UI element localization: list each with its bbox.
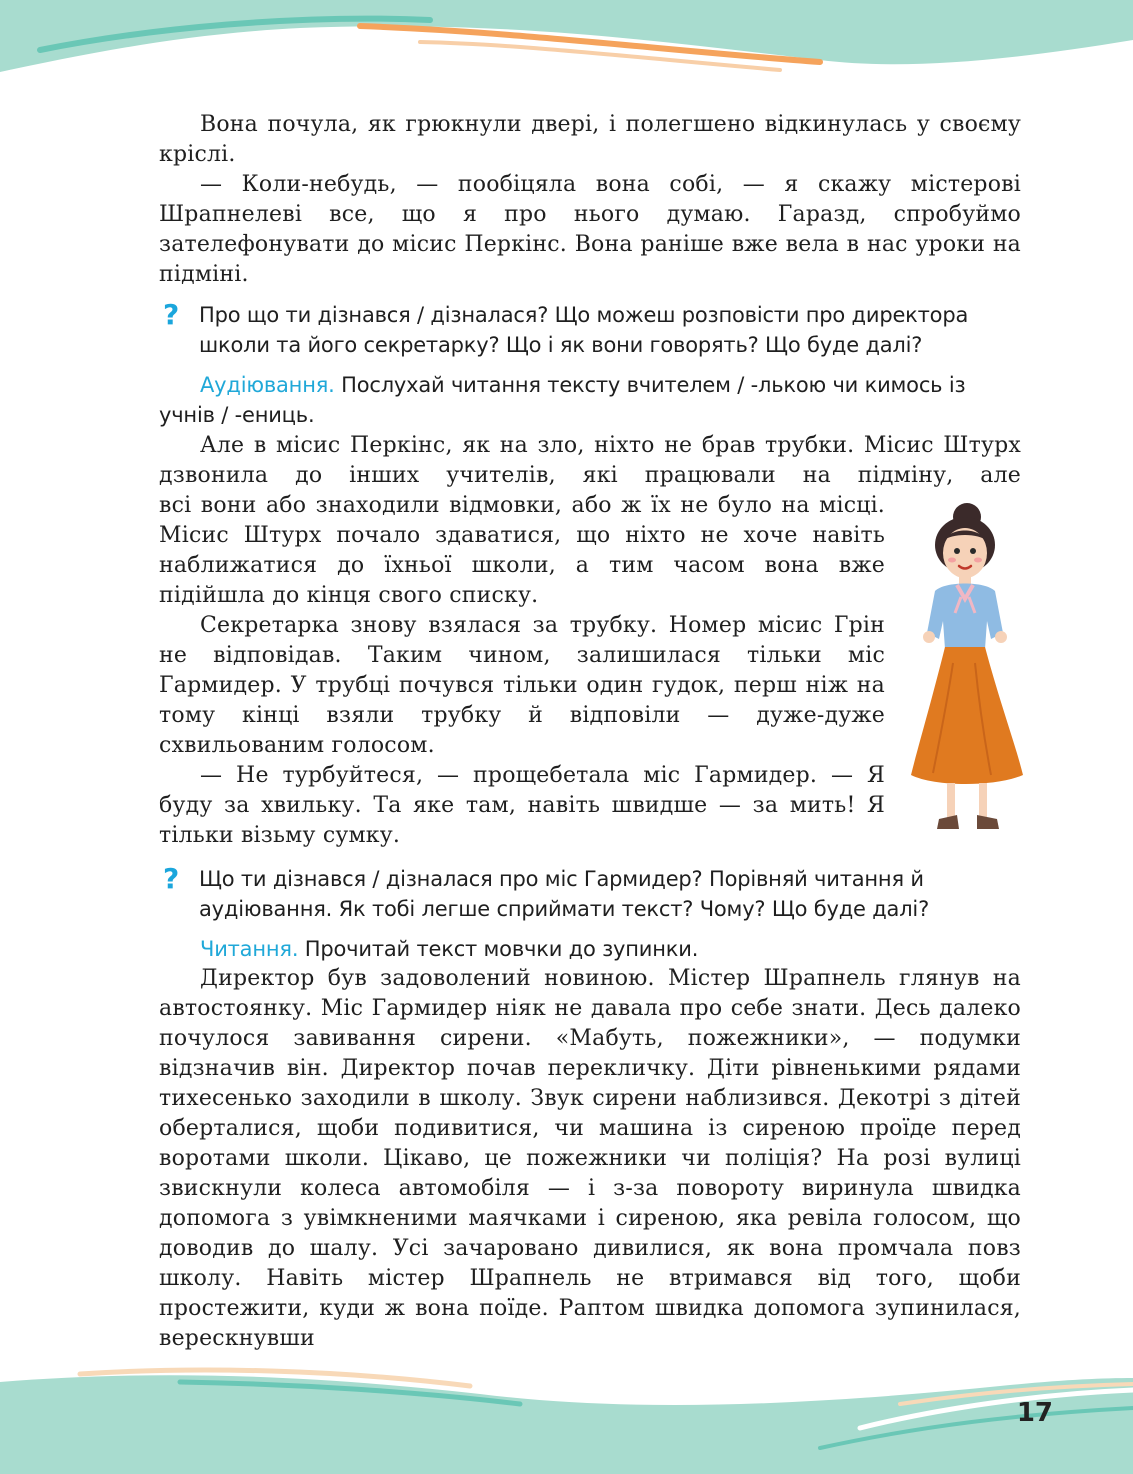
page-number: 17 [1016, 1398, 1053, 1428]
question-block [159, 864, 1021, 924]
question-mark-icon: ? [163, 862, 180, 895]
paragraph: Але в місис Перкінс, як на зло, ніхто не брав трубки. Місис Штурх дзвонила до інших учителів, які працювали на підміну, але [159, 433, 1021, 488]
bottom-decorative-wave [0, 1364, 1133, 1474]
reading-task [159, 934, 1021, 964]
paragraph: Вона почула, як грюкнули двері, і полегшено відкинулась у своєму кріслі. [159, 112, 1021, 167]
task-label: Читання. [200, 937, 299, 961]
question-mark-icon: ? [163, 298, 180, 331]
text-block-middle [159, 431, 1021, 491]
woman-illustration [905, 503, 1035, 839]
listening-task [159, 370, 1021, 430]
task-instruction [159, 934, 1021, 964]
paragraph: Директор був задоволений новиною. Містер Шрапнель глянув на автостоянку. Міс Гармидер ніяк не давала про себе знати. Десь далеко почулося завивання сирени. «Мабуть, пожежники», — подумки відзначив він. Директор почав перекличку. Діти рівненькими рядами тихесенько заходили в школу. Звук сирени наблизився. Декотрі з дітей оберталися, щоби подивитися, чи машина із сиреною проїде перед воротами школи. Цікаво, це пожежники чи поліція? На розі вулиці звискнули колеса автомобіля — і з-за повороту виринула швидка допомога з увімкненими маячками і сиреною, яка ревіла голосом, що доводив до шалу. Усі зачаровано дивилися, як вона промчала повз школу. Навіть містер Шрапнель не втримався від того, щоби простежити, куди ж вона поїде. Раптом швидка допомога зупинилася, верескнувши [159, 966, 1021, 1351]
text-block-narrow [159, 491, 885, 851]
task-instruction [159, 370, 1021, 430]
task-text: Послухай читання тексту вчителем / -лькою чи кимось із учнів / -ениць. [159, 373, 966, 427]
question-block [159, 300, 1021, 360]
question-text: Що ти дізнався / дізналася про міс Гармидер? Порівняй читання й аудіювання. Як тобі легше сприймати текст? Чому? Що буде далі? [199, 867, 930, 921]
paragraph: всі вони або знаходили відмовки, або ж їх не було на місці. Місис Штурх почало здаватися, що ніхто не хоче навіть наближатися до їхньої школи, а тим часом вона вже підійшла до кінця свого списку. [159, 493, 885, 608]
paragraph: Секретарка знову взялася за трубку. Номер місис Грін не відповідав. Таким чином, залишилася тільки міс Гармидер. У трубці почувся тільки один гудок, перш ніж на тому кінці взяли трубку й відповіли — дуже-дуже схвильованим голосом. [159, 613, 885, 758]
text-block-top [159, 110, 1021, 290]
question-text: Про що ти дізнався / дізналася? Що можеш розповісти про директора школи та його секретарку? Що і як вони говорять? Що буде далі? [199, 303, 969, 357]
top-decorative-wave [0, 0, 1133, 90]
text-block-bottom [159, 964, 1021, 1354]
task-label: Аудіювання. [200, 373, 335, 397]
task-text: Прочитай текст мовчки до зупинки. [298, 937, 699, 961]
paragraph: — Не турбуйтеся, — прощебетала міс Гармидер. — Я буду за хвильку. Та яке там, навіть швидше — за мить! Я тільки візьму сумку. [159, 763, 885, 848]
paragraph: — Коли-небудь, — пообіцяла вона собі, — я скажу містерові Шрапнелеві все, що я про нього думаю. Гаразд, спробуймо зателефонувати до місис Перкінс. Вона раніше вже вела в нас уроки на підміні. [159, 172, 1021, 287]
